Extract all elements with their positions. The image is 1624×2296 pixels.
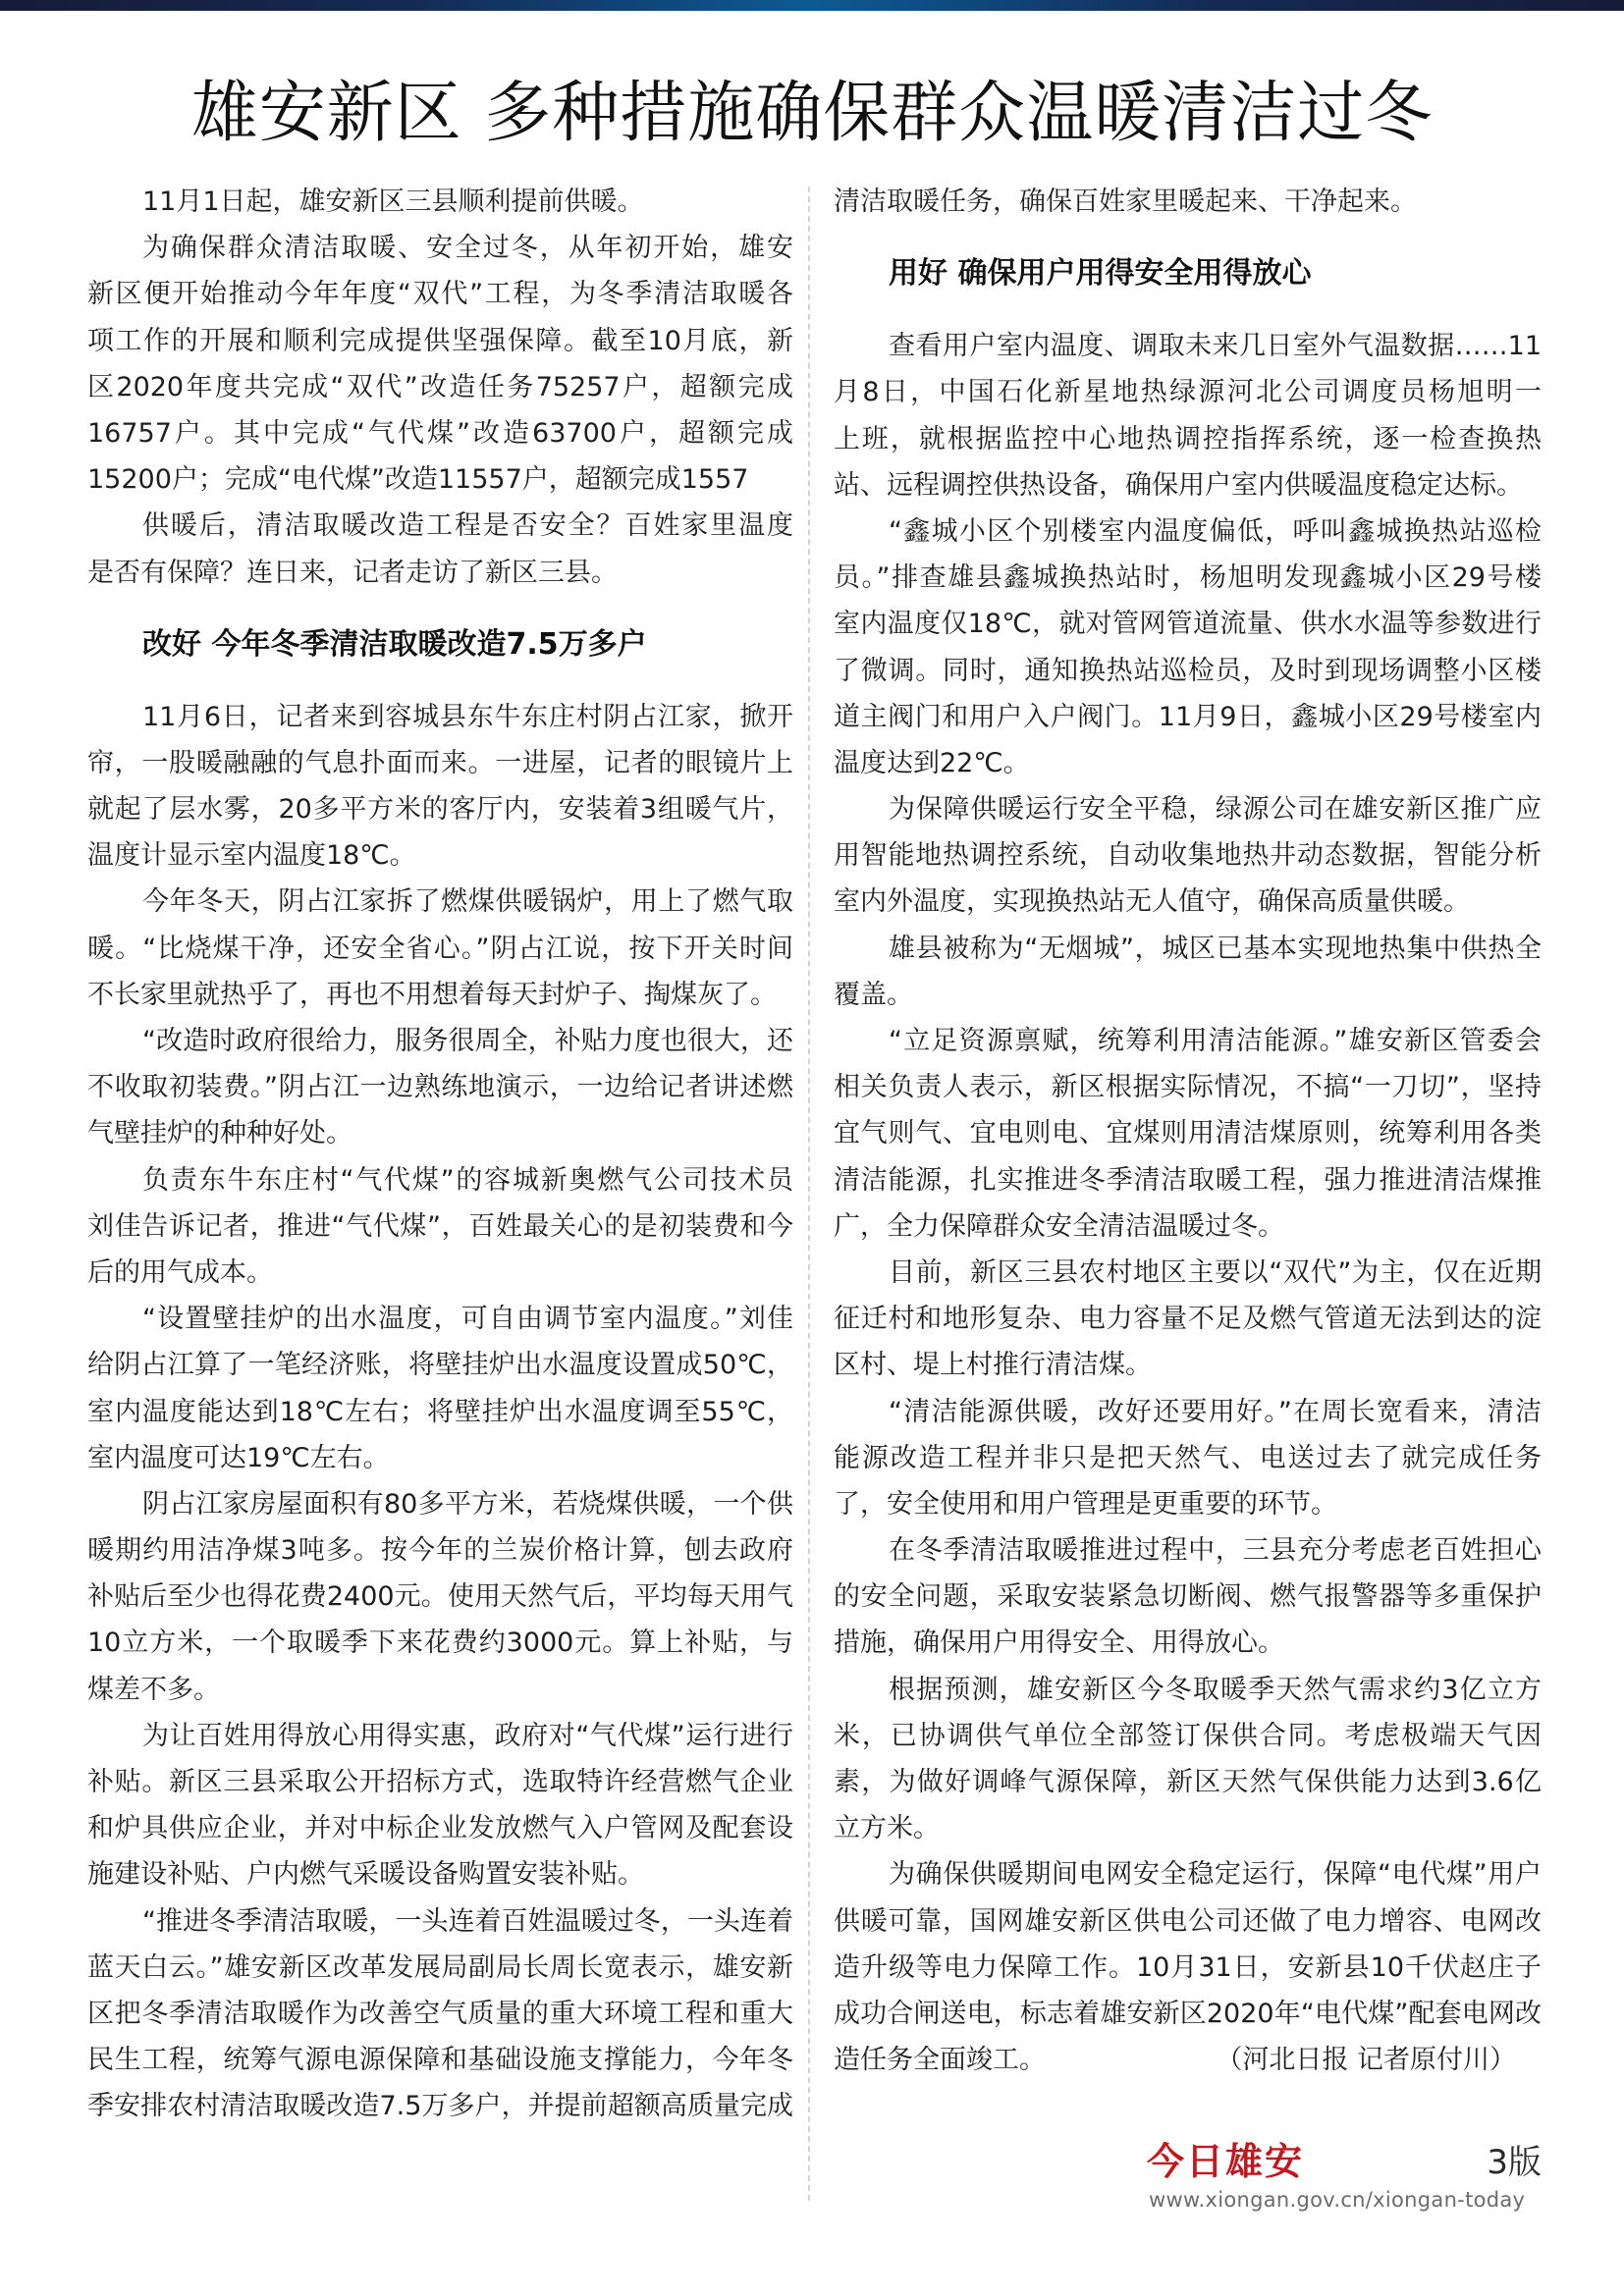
text-line: 暖期约用洁净煤3吨多。按今年的兰炭价格计算，刨去政府 [87,1535,793,1567]
text-line: “鑫城小区个别楼室内温度偏低，呼叫鑫城换热站巡检 [889,515,1542,547]
text-line: 11月6日，记者来到容城县东牛东庄村阴占江家，掀开 [142,701,793,732]
text-line: 负责东牛东庄村“气代煤”的容城新奥燃气公司技术员 [142,1164,793,1196]
text-line: 季安排农村清洁取暖改造7.5万多户，并提前超额高质量完成 [87,2091,793,2122]
article-column-left [87,179,793,2132]
text-line: 项工作的开展和顺利完成提供坚强保障。截至10月底，新 [87,325,793,356]
text-line: 供暖可靠，国网雄安新区供电公司还做了电力增容、电网改 [834,1905,1542,1937]
text-line-content: 造任务全面竣工。 [834,2045,1046,2076]
text-line: 蓝天白云。”雄安新区改革发展局副局长周长宽表示，雄安新 [87,1951,793,1983]
header-color-bar [0,0,1624,11]
text-line: 就起了层水雾，20多平方米的客厅内，安装着3组暖气片， [87,794,793,826]
text-line: 的安全问题，采取安装紧急切断阀、燃气报警器等多重保护 [834,1581,1542,1613]
text-line: 施建设补贴、户内燃气采暖设备购置安装补贴。 [87,1859,644,1891]
text-line: “改造时政府很给力，服务很周全，补贴力度也很大，还 [142,1026,793,1056]
article-paragraph [87,179,793,225]
text-line: 成功合闸送电，标志着雄安新区2020年“电代煤”配套电网改 [834,1998,1542,2029]
text-line: 道主阀门和用户入户阀门。11月9日，鑫城小区29号楼室内 [834,701,1542,732]
text-line: 煤差不多。 [87,1674,220,1705]
article-paragraph [87,1898,793,2130]
text-line: 清洁能源，扎实推进冬季清洁取暖工程，强力推进清洁煤推 [834,1164,1542,1196]
article-paragraph [834,179,1542,225]
text-line: 查看用户室内温度、调取未来几日室外气温数据……11 [889,331,1542,362]
text-line: 站、远程调控供热设备，确保用户室内供暖温度稳定达标。 [834,469,1523,501]
article-paragraph [834,926,1542,1018]
text-line: 供暖后，清洁取暖改造工程是否安全？百姓家里温度 [142,510,793,542]
text-line: 能源改造工程并非只是把天然气、电送过去了就完成任务 [834,1442,1542,1473]
section-heading: 改好 今年冬季清洁取暖改造7.5万多户 [142,626,647,662]
text-line: 立方米。 [834,1813,940,1844]
article-paragraph [87,1481,793,1713]
text-line: 为确保供暖期间电网安全稳定运行，保障“电代煤”用户 [889,1859,1542,1891]
text-line: 为让百姓用得放心用得实惠，政府对“气代煤”运行进行 [142,1720,793,1751]
text-line: 室内温度可达19℃左右。 [87,1442,390,1473]
text-line: 根据预测，雄安新区今冬取暖季天然气需求约3亿立方 [889,1674,1542,1705]
text-line: 造升级等电力保障工作。10月31日，安新县10千伏赵庄子 [834,1951,1542,1983]
article-paragraph [834,1389,1542,1528]
text-line: 不长家里就热乎了，再也不用想着每天封炉子、掏煤灰了。 [87,979,777,1010]
text-line: 补贴后至少也得花费2400元。使用天然气后，平均每天用气 [87,1581,793,1613]
text-line: 不收取初装费。”阴占江一边熟练地演示，一边给记者讲述燃 [87,1072,793,1103]
article-paragraph [87,503,793,595]
section-heading: 用好 确保用户用得安全用得放心 [889,256,1312,292]
text-line: 措施，确保用户用得安全、用得放心。 [834,1628,1284,1659]
article-paragraph [834,1527,1542,1667]
text-line: 11月1日起，雄安新区三县顺利提前供暖。 [142,187,644,217]
text-line: 补贴。新区三县采取公开招标方式，选取特许经营燃气企业 [87,1767,793,1797]
text-line: 室内温度能达到18℃左右；将壁挂炉出水温度调至55℃， [87,1396,793,1427]
article-title: 雄安新区 多种措施确保群众温暖清洁过冬 [190,75,1434,152]
text-line: 后的用气成本。 [87,1256,273,1288]
text-line: 暖。“比烧煤干净，还安全省心。”阴占江说，按下开关时间 [87,933,793,964]
text-line: 温度计显示室内温度18℃。 [87,840,416,872]
text-line: 为保障供暖运行安全平稳，绿源公司在雄安新区推广应 [889,794,1542,826]
text-line: 了微调。同时，通知换热站巡检员，及时到现场调整小区楼 [834,655,1542,686]
article-paragraph [834,1018,1542,1250]
text-line: 在冬季清洁取暖推进过程中，三县充分考虑老百姓担心 [889,1535,1542,1567]
text-line: 宜气则气、宜电则电、宜煤则用清洁煤原则，统筹利用各类 [834,1118,1542,1149]
text-line: 室内外温度，实现换热站无人值守，确保高质量供暖。 [834,886,1470,918]
text-line: 区把冬季清洁取暖作为改善空气质量的重大环境工程和重大 [87,1998,793,2029]
text-line: 月8日，中国石化新星地热绿源河北公司调度员杨旭明一 [834,377,1542,408]
text-line: 帘，一股暖融融的气息扑面而来。一进屋，记者的眼镜片上 [87,747,793,778]
text-line: 温度达到22℃。 [834,747,1030,778]
publication-logo: 今日雄安 [1147,2142,1305,2183]
text-line: 刘佳告诉记者，推进“气代煤”，百姓最关心的是初装费和今 [87,1210,793,1242]
article-paragraph [87,1296,793,1481]
text-line: 10立方米，一个取暖季下来花费约3000元。算上补贴，与 [87,1628,793,1659]
text-line [834,2037,1542,2083]
article-paragraph [87,1018,793,1157]
text-line: 气壁挂炉的种种好处。 [87,1118,352,1149]
text-line: 了，安全使用和用户管理是更重要的环节。 [834,1488,1337,1520]
page-number: 3版 [1487,2143,1542,2182]
article-paragraph [87,694,793,880]
text-line: 用智能地热调控系统，自动收集地热井动态数据，智能分析 [834,840,1542,872]
article-paragraph [834,1250,1542,1389]
text-line: 室内温度仅18℃，就对管网管道流量、供水水温等参数进行 [834,609,1542,640]
text-line: 新区便开始推动今年年度“双代”工程，为冬季清洁取暖各 [87,279,793,310]
text-line: 区2020年度共完成“双代”改造任务75257户，超额完成 [87,371,793,402]
text-line: 雄县被称为“无烟城”，城区已基本实现地热集中供热全 [889,933,1542,964]
text-line: 民生工程，统筹气源电源保障和基础设施支撑能力，今年冬 [87,2045,793,2076]
column-divider [808,187,810,2201]
article-paragraph [834,786,1542,926]
article-paragraph [834,508,1542,786]
article-paragraph [834,1851,1542,2083]
article-paragraph [87,1157,793,1297]
text-line: 区村、堤上村推行清洁煤。 [834,1350,1152,1381]
text-line: 覆盖。 [834,979,913,1010]
text-line: 目前，新区三县农村地区主要以“双代”为主，仅在近期 [889,1256,1542,1288]
text-line: “立足资源禀赋，统筹利用清洁能源。”雄安新区管委会 [889,1026,1542,1056]
text-line: 16757户。其中完成“气代煤”改造63700户，超额完成 [87,417,793,449]
publication-url[interactable]: www.xiongan.gov.cn/xiongan-today [1149,2188,1526,2212]
article-column-right [834,179,1542,2093]
text-line: 清洁取暖任务，确保百姓家里暖起来、干净起来。 [834,187,1417,217]
text-line: 素，为做好调峰气源保障，新区天然气保供能力达到3.6亿 [834,1767,1542,1797]
text-line: 和炉具供应企业，并对中标企业发放燃气入户管网及配套设 [87,1813,793,1844]
article-paragraph [834,1667,1542,1852]
text-line: 上班，就根据监控中心地热调控指挥系统，逐一检查换热 [834,423,1542,454]
byline-attribution: （河北日报 记者原付川） [1216,2045,1516,2076]
article-paragraph [87,879,793,1018]
text-line: 征迁村和地形复杂、电力容量不足及燃气管道无法到达的淀 [834,1304,1542,1335]
text-line: “推进冬季清洁取暖，一头连着百姓温暖过冬，一头连着 [142,1905,793,1937]
article-paragraph [87,225,793,503]
text-line: “清洁能源供暖，改好还要用好。”在周长宽看来，清洁 [889,1396,1542,1427]
text-line: 员。”排查雄县鑫城换热站时，杨旭明发现鑫城小区29号楼 [834,562,1542,594]
text-line: 广，全力保障群众安全清洁温暖过冬。 [834,1210,1284,1242]
text-line: 相关负责人表示，新区根据实际情况，不搞“一刀切”，坚持 [834,1072,1542,1103]
text-line: 给阴占江算了一笔经济账，将壁挂炉出水温度设置成50℃， [87,1350,793,1381]
text-line: “设置壁挂炉的出水温度，可自由调节室内温度。”刘佳 [142,1304,793,1335]
article-paragraph [834,323,1542,508]
text-line: 是否有保障？连日来，记者走访了新区三县。 [87,557,618,588]
text-line: 为确保群众清洁取暖、安全过冬，从年初开始，雄安 [142,233,793,264]
article-paragraph [87,1713,793,1898]
text-line: 米，已协调供气单位全部签订保供合同。考虑极端天气因 [834,1720,1542,1751]
text-line: 15200户；完成“电代煤”改造11557户，超额完成1557 [87,464,749,496]
text-line: 今年冬天，阴占江家拆了燃煤供暖锅炉，用上了燃气取 [142,886,793,918]
text-line: 阴占江家房屋面积有80多平方米，若烧煤供暖，一个供 [142,1488,793,1520]
